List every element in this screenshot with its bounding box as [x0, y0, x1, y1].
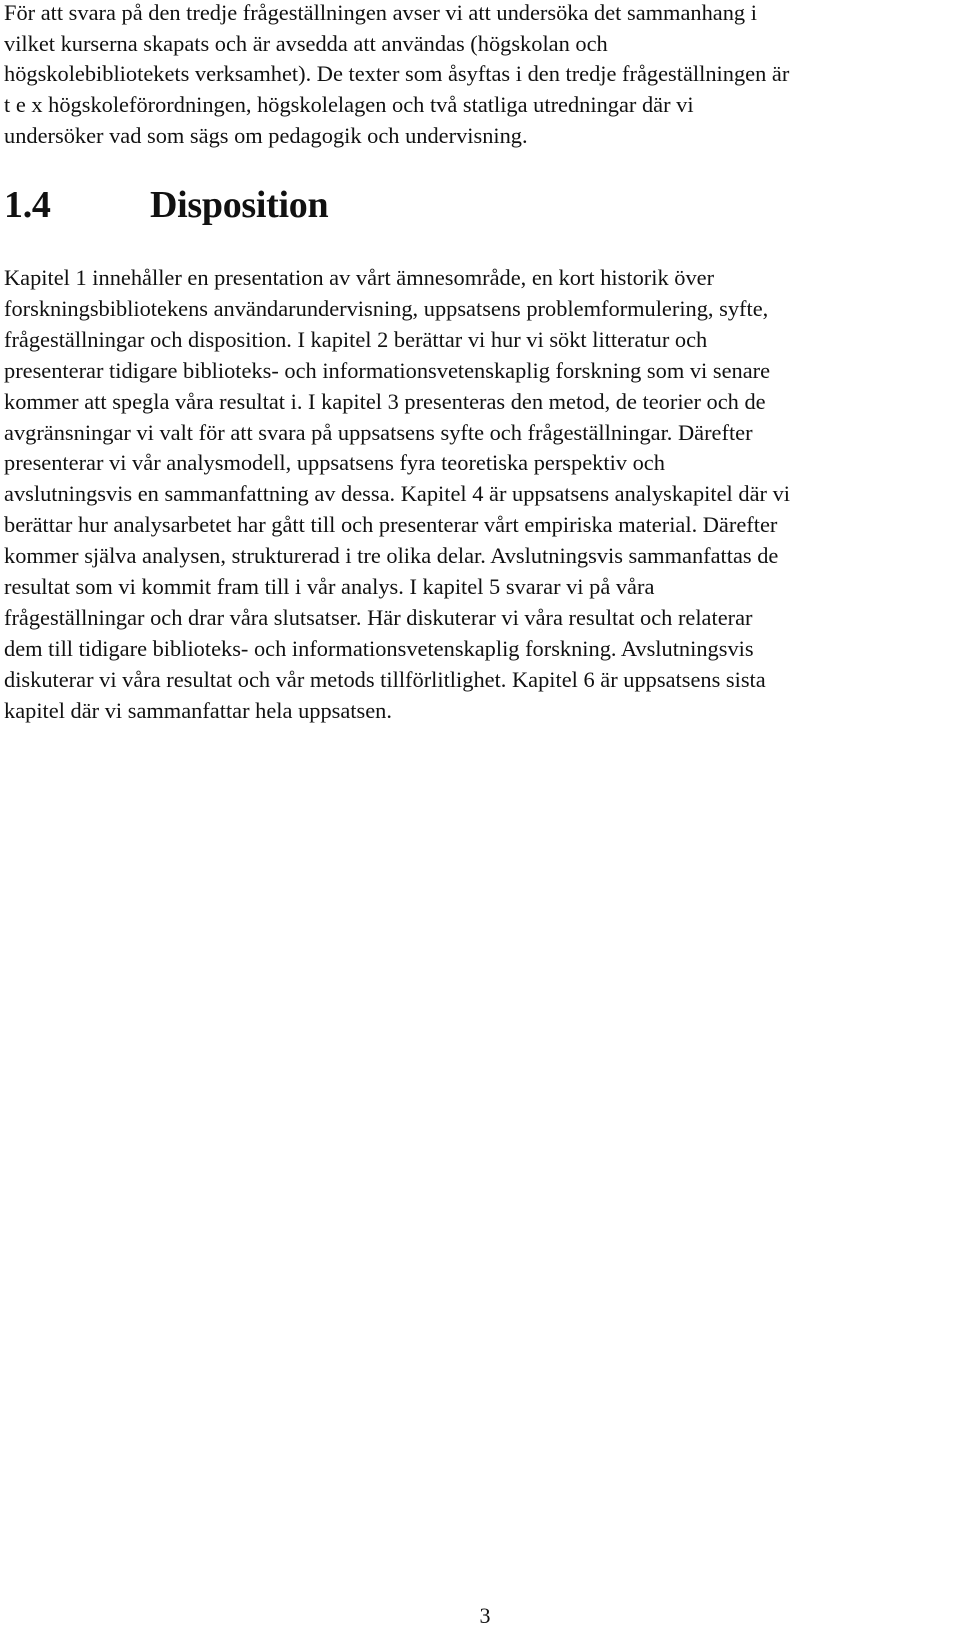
intro-line: vilket kurserna skapats och är avsedda att användas (högskolan och: [4, 30, 608, 56]
paragraph-line: presenterar vi vår analysmodell, uppsatsens fyra teoretiska perspektiv och: [4, 450, 665, 476]
paragraph-line: kapitel där vi sammanfattar hela uppsatsen.: [4, 697, 392, 723]
paragraph-line: frågeställningar och drar våra slutsatser. Här diskuterar vi våra resultat och relaterar: [4, 604, 753, 630]
section-title: Disposition: [150, 184, 329, 226]
intro-paragraph: [4, 0, 956, 152]
intro-line: undersöker vad som sägs om pedagogik och undervisning.: [4, 122, 528, 148]
paragraph-line: avgränsningar vi valt för att svara på uppsatsens syfte och frågeställningar. Därefter: [4, 419, 753, 445]
paragraph-line: dem till tidigare biblioteks- och informationsvetenskaplig forskning. Avslutningsvis: [4, 635, 754, 661]
paragraph-line: kommer att spegla våra resultat i. I kapitel 3 presenteras den metod, de teorier och de: [4, 388, 766, 414]
intro-line: högskolebibliotekets verksamhet). De texter som åsyftas i den tredje frågeställningen är: [4, 61, 790, 87]
section-heading: [4, 183, 328, 227]
paragraph-line: forskningsbibliotekens användarundervisning, uppsatsens problemformulering, syfte,: [4, 295, 769, 321]
intro-line: t e x högskoleförordningen, högskolelagen och två statliga utredningar där vi: [4, 92, 694, 118]
paragraph-line: diskuterar vi våra resultat och vår metods tillförlitlighet. Kapitel 6 är uppsatsens sista: [4, 666, 766, 692]
paragraph-line: frågeställningar och disposition. I kapitel 2 berättar vi hur vi sökt litteratur och: [4, 326, 708, 352]
page-number: 3: [479, 1603, 491, 1628]
disposition-paragraph: [4, 263, 956, 727]
intro-line: För att svara på den tredje frågeställningen avser vi att undersöka det sammanhang i: [4, 0, 757, 25]
paragraph-line: kommer själva analysen, strukturerad i tre olika delar. Avslutningsvis sammanfattas de: [4, 543, 779, 569]
paragraph-line: avslutningsvis en sammanfattning av dessa. Kapitel 4 är uppsatsens analyskapitel där vi: [4, 481, 790, 507]
paragraph-line: Kapitel 1 innehåller en presentation av vårt ämnesområde, en kort historik över: [4, 265, 715, 290]
section-number: 1.4: [4, 184, 51, 226]
paragraph-line: resultat som vi kommit fram till i vår analys. I kapitel 5 svarar vi på våra: [4, 574, 655, 600]
paragraph-line: berättar hur analysarbetet har gått till och presenterar vårt empiriska material. Därefter: [4, 512, 778, 538]
paragraph-line: presenterar tidigare biblioteks- och informationsvetenskaplig forskning som vi senare: [4, 357, 771, 383]
